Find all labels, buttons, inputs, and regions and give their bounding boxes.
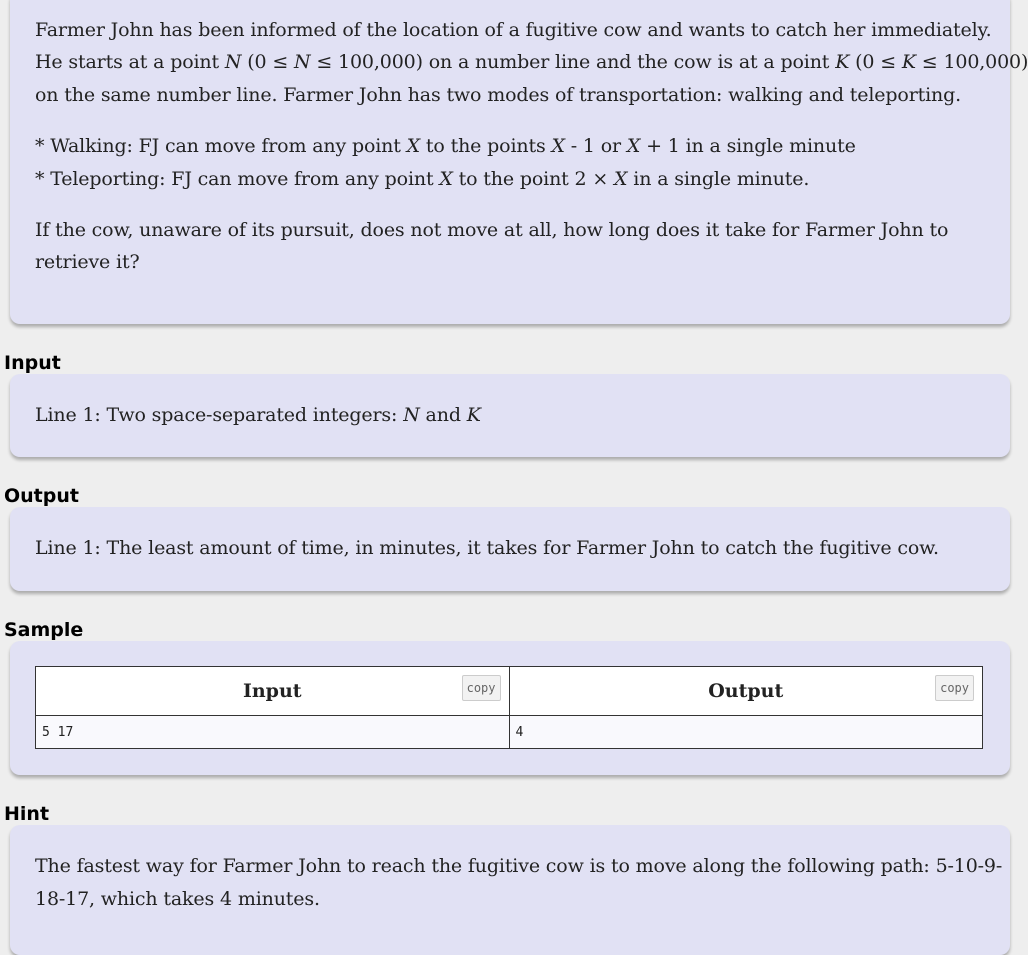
hint-panel: [10, 825, 1010, 955]
text: (0 ≤: [849, 51, 902, 73]
text: 18-17, which takes 4 minutes.: [35, 888, 320, 910]
text: Farmer John has been informed of the location of a fugitive cow and wants to catch her immediately.: [35, 19, 992, 41]
text: - 1 or: [564, 135, 627, 157]
input-panel: [10, 374, 1010, 457]
var-n: N: [403, 404, 420, 426]
text: and: [419, 404, 467, 426]
text: Line 1: Two space-separated integers:: [35, 404, 404, 426]
text: ≤ 100,000): [915, 51, 1028, 73]
description-line-2: [35, 46, 1028, 78]
teleporting-rule: [35, 163, 809, 195]
var-x: X: [551, 135, 565, 157]
text: If the cow, unaware of its pursuit, does not move at all, how long does it take for Farmer John to: [35, 219, 949, 241]
text: Line 1: The least amount of time, in minutes, it takes for Farmer John to catch the fugitive cow.: [35, 537, 939, 559]
sample-input-value: 5 17: [36, 716, 510, 749]
sample-header-row: [36, 667, 983, 716]
description-line-1: [35, 14, 991, 46]
text: on the same number line. Farmer John has two modes of transportation: walking and teleporting.: [35, 84, 962, 106]
sample-panel: [10, 641, 1010, 775]
var-k: K: [901, 51, 916, 73]
sample-heading: Sample: [4, 619, 84, 641]
var-n: N: [224, 51, 242, 73]
output-panel: [10, 507, 1010, 591]
text: He starts at a point: [35, 51, 225, 73]
text: ≤ 100,000) on a number line and the cow is at a point: [310, 51, 836, 73]
walking-rule: [35, 130, 856, 162]
copy-output-button[interactable]: copy: [935, 675, 974, 701]
hint-heading: Hint: [4, 803, 50, 825]
hint-line-2: [35, 883, 320, 915]
input-heading: Input: [4, 352, 61, 374]
var-x: X: [406, 135, 421, 157]
sample-output-value: 4: [509, 716, 983, 749]
var-x: X: [439, 168, 453, 190]
output-heading: Output: [4, 485, 79, 507]
var-k: K: [466, 404, 481, 426]
text: to the point 2 ×: [452, 168, 615, 190]
hint-line-1: [35, 850, 1002, 882]
input-text: [35, 399, 481, 431]
question-line-2: [35, 246, 139, 278]
question-line-1: [35, 214, 948, 246]
description-line-3: [35, 79, 961, 111]
description-panel: [10, 0, 1028, 324]
text: (0 ≤: [241, 51, 295, 73]
var-k: K: [835, 51, 850, 73]
text: The fastest way for Farmer John to reach the fugitive cow is to move along the following path: 5-10-9-: [35, 855, 1003, 877]
text: retrieve it?: [35, 251, 140, 273]
sample-input-header-label: Input: [242, 680, 302, 702]
sample-output-header: [509, 667, 983, 716]
sample-table: [35, 666, 983, 749]
sample-output-header-label: Output: [708, 680, 784, 702]
text: * Teleporting: FJ can move from any point: [35, 168, 440, 190]
var-n: N: [294, 51, 311, 73]
var-x: X: [626, 135, 641, 157]
text: in a single minute.: [627, 168, 810, 190]
sample-data-row: [36, 716, 983, 749]
text: * Walking: FJ can move from any point: [35, 135, 407, 157]
var-x: X: [614, 168, 628, 190]
sample-input-header: [36, 667, 510, 716]
text: + 1 in a single minute: [640, 135, 856, 157]
output-text: [35, 532, 939, 564]
text: to the points: [420, 135, 552, 157]
copy-input-button[interactable]: copy: [462, 675, 501, 701]
